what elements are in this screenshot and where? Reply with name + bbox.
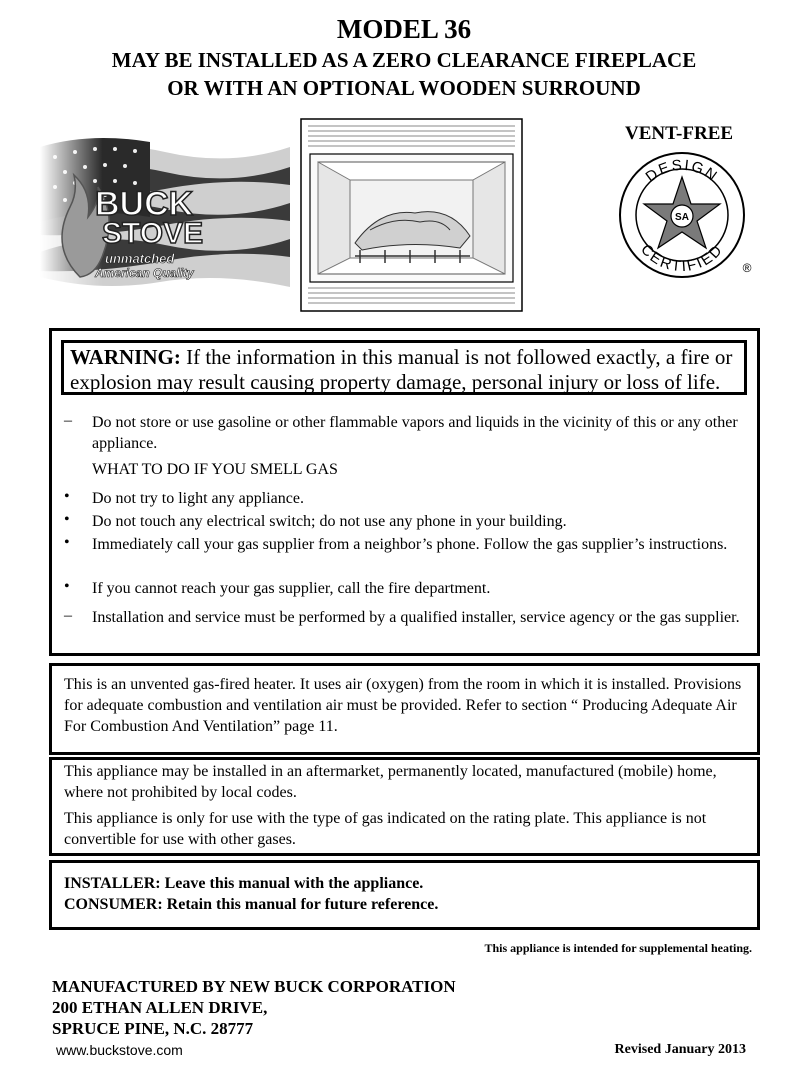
gas-type-notice: This appliance is only for use with the type of gas indicated on the rating plate. This appliance is not convertible for use with other gases. <box>64 810 707 848</box>
manufacturer-name: MANUFACTURED BY NEW BUCK CORPORATION <box>52 977 456 996</box>
subtitle-line-1: MAY BE INSTALLED AS A ZERO CLEARANCE FIREPLACE <box>111 48 697 72</box>
subtitle-line-2: OR WITH AN OPTIONAL WOODEN SURROUND <box>167 76 641 100</box>
website-link[interactable]: www.buckstove.com <box>56 1042 183 1058</box>
warning-text: If the information in this manual is not followed exactly, a fire or explosion may result causing property damage, personal injury or loss of life. <box>70 345 733 394</box>
address-line-1: 200 ETHAN ALLEN DRIVE, <box>52 998 268 1017</box>
revision-date: Revised January 2013 <box>614 1042 746 1057</box>
warning-item-call: Immediately call your gas supplier from a neighbor’s phone. Follow the gas supplier’s instructions. <box>92 536 728 553</box>
seal-certified-text: CERTIFIED <box>637 241 727 276</box>
registered-mark: ® <box>742 261 752 275</box>
seal-center-text: SA <box>675 212 689 223</box>
bullet-mark: • <box>64 534 70 551</box>
unvented-notice-box <box>49 663 760 755</box>
installer-consumer-box <box>49 860 760 930</box>
warning-item-light: Do not try to light any appliance. <box>92 490 304 507</box>
vent-free-label: VENT-FREE <box>625 123 734 144</box>
bullet-mark: • <box>64 511 70 528</box>
dash-mark: – <box>64 412 72 429</box>
unvented-notice: This is an unvented gas-fired heater. It uses air (oxygen) from the room in which it is installed. Provisions for adequate combustion and ventilation air must be provided. Refer to section “ Producing Adequate Air For Combustion And Ventilation” page 11. <box>64 676 742 735</box>
warning-item-fire-dept: If you cannot reach your gas supplier, call the fire department. <box>92 580 491 597</box>
smell-gas-heading: WHAT TO DO IF YOU SMELL GAS <box>92 461 338 478</box>
warning-item-installation: Installation and service must be performed by a qualified installer, service agency or the gas supplier. <box>92 609 740 626</box>
warning-item-gasoline: Do not store or use gasoline or other flammable vapors and liquids in the vicinity of this or any other appliance. <box>92 414 738 452</box>
seal-design-text: DESIGN <box>642 156 722 186</box>
brand-buck: BUCK <box>95 185 194 223</box>
buck-stove-logo <box>40 137 290 287</box>
dash-mark: – <box>64 607 72 624</box>
tagline-american-quality: American Quality <box>95 266 194 280</box>
warning-heading: WARNING: <box>70 345 181 369</box>
warning-statement <box>61 340 747 395</box>
address-line-2: SPRUCE PINE, N.C. 28777 <box>52 1019 254 1038</box>
supplemental-heating-note: This appliance is intended for supplemental heating. <box>484 941 752 955</box>
bullet-mark: • <box>64 578 70 595</box>
brand-stove: STOVE <box>102 217 204 250</box>
tagline-unmatched: unmatched <box>105 251 175 266</box>
consumer-notice: CONSUMER: Retain this manual for future reference. <box>64 896 439 913</box>
model-title: MODEL 36 <box>336 14 472 44</box>
installer-notice: INSTALLER: Leave this manual with the appliance. <box>64 875 424 892</box>
bullet-mark: • <box>64 488 70 505</box>
fireplace-illustration <box>300 118 523 312</box>
appliance-notice-box <box>49 757 760 856</box>
design-certified-seal <box>617 150 757 280</box>
svg-text:CERTIFIED <box>637 241 727 275</box>
mobile-home-notice: This appliance may be installed in an aftermarket, permanently located, manufactured (mobile) home, where not prohibited by local codes. <box>64 763 717 801</box>
warning-box <box>49 328 760 656</box>
warning-item-switch: Do not touch any electrical switch; do not use any phone in your building. <box>92 513 567 530</box>
